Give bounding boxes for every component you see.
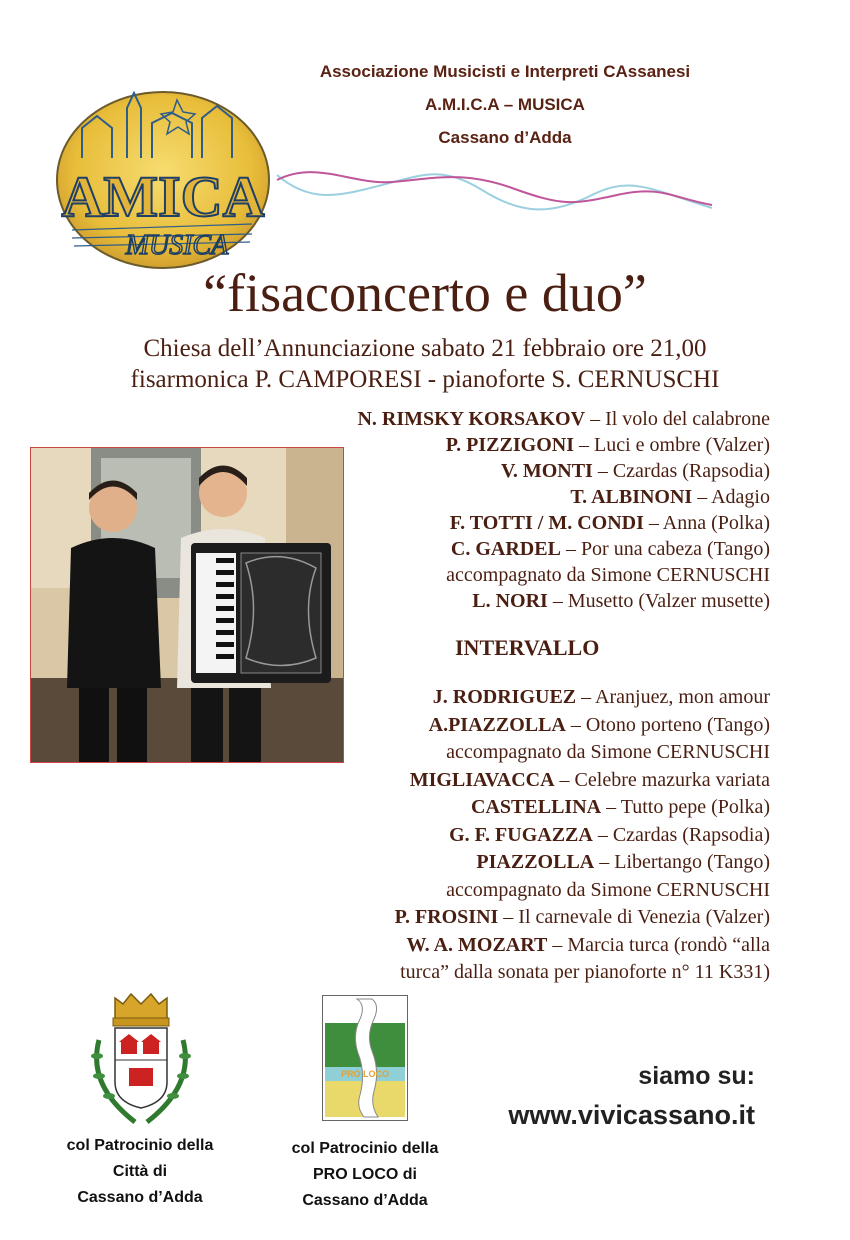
social-label: siamo su: — [638, 1062, 755, 1090]
program-part-2 — [395, 684, 770, 987]
proloco-patronage-line1: col Patrocinio della — [291, 1140, 439, 1157]
program-note: accompagnato da Simone CERNUSCHI — [446, 741, 770, 763]
pro-loco-logo-text: PRO LOCO — [340, 1069, 390, 1079]
composer-name: N. RIMSKY KORSAKOV — [357, 408, 586, 430]
program-line: L. NORI – Musetto (Valzer musette) — [472, 590, 770, 612]
program-note: turca” dalla sonata per pianoforte n° 11 K331) — [400, 961, 770, 983]
logo-word-musica: MUSICA — [125, 230, 229, 261]
piece-title: Por una cabeza (Tango) — [580, 538, 770, 560]
composer-name: P. FROSINI — [394, 906, 499, 928]
program-line: V. MONTI – Czardas (Rapsodia) — [500, 460, 770, 482]
piece-title: Il carnevale di Venezia (Valzer) — [518, 906, 770, 928]
program-line: N. RIMSKY KORSAKOV – Il volo del calabrone — [357, 408, 770, 430]
program-note: accompagnato da Simone CERNUSCHI — [446, 878, 770, 901]
piece-title: Marcia turca (rondò “alla — [567, 933, 770, 956]
association-city: Cassano d’Adda — [438, 128, 572, 147]
program-line: C. GARDEL – Por una cabeza (Tango) — [450, 538, 770, 560]
composer-name: A.PIAZZOLLA — [428, 713, 566, 736]
program-part-1 — [357, 406, 770, 614]
composer-name: W. A. MOZART — [406, 933, 548, 956]
concert-title: “fisaconcerto e duo” — [203, 263, 647, 323]
piece-title: Anna (Polka) — [662, 512, 770, 534]
piece-title: Libertango (Tango) — [614, 851, 770, 873]
composer-name: G. F. FUGAZZA — [449, 823, 593, 846]
piece-title: Czardas (Rapsodia) — [612, 460, 770, 482]
program-note: accompagnato da Simone CERNUSCHI — [446, 564, 770, 586]
program-line: P. FROSINI – Il carnevale di Venezia (Valzer) — [394, 906, 770, 928]
program-line: F. TOTTI / M. CONDI – Anna (Polka) — [449, 512, 770, 534]
concert-performers: fisarmonica P. CAMPORESI - pianoforte S. CERNUSCHI — [130, 366, 720, 393]
concert-venue-date: Chiesa dell’Annunciazione sabato 21 febbraio ore 21,00 — [143, 335, 707, 362]
piece-title: Il volo del calabrone — [605, 408, 770, 430]
logo-word-amica: AMICA — [61, 164, 265, 229]
piece-title: Luci e ombre (Valzer) — [593, 434, 770, 456]
city-patronage-line1: col Patrocinio della — [66, 1137, 214, 1154]
intermission-heading: INTERVALLO — [455, 635, 600, 660]
city-coat-of-arms — [85, 990, 197, 1130]
program-line: W. A. MOZART – Marcia turca (rondò “alla — [406, 933, 770, 956]
piece-title: Aranjuez, mon amour — [595, 686, 770, 708]
amica-musica-logo — [52, 88, 274, 272]
website-link[interactable]: www.vivicassano.it — [508, 1100, 755, 1130]
performers-photo — [30, 447, 344, 763]
composer-name: T. ALBINONI — [570, 486, 693, 508]
piece-title: Musetto (Valzer musette) — [567, 590, 770, 612]
piece-title: Tutto pepe (Polka) — [620, 796, 770, 818]
association-name: Associazione Musicisti e Interpreti CAssanesi — [319, 62, 691, 81]
composer-name: MIGLIAVACCA — [409, 768, 555, 791]
composer-name: L. NORI — [472, 590, 548, 612]
association-acronym: A.M.I.C.A – MUSICA — [425, 95, 585, 114]
pro-loco-logo — [322, 995, 408, 1121]
piece-title: Otono porteno (Tango) — [585, 713, 770, 736]
city-patronage-line2: Città di — [112, 1163, 168, 1180]
program-line: A.PIAZZOLLA – Otono porteno (Tango) — [428, 713, 770, 736]
program-line: P. PIZZIGONI – Luci e ombre (Valzer) — [445, 434, 770, 456]
city-patronage — [50, 1133, 230, 1211]
proloco-patronage — [275, 1136, 455, 1214]
decorative-waves — [272, 150, 717, 230]
composer-name: F. TOTTI / M. CONDI — [449, 512, 644, 534]
program-line: MIGLIAVACCA – Celebre mazurka variata — [409, 768, 770, 791]
city-patronage-line3: Cassano d’Adda — [77, 1189, 203, 1206]
proloco-patronage-line3: Cassano d’Adda — [302, 1192, 428, 1209]
program-line: T. ALBINONI – Adagio — [570, 486, 770, 508]
composer-name: V. MONTI — [500, 460, 593, 482]
program-line: J. RODRIGUEZ – Aranjuez, mon amour — [432, 686, 770, 708]
composer-name: PIAZZOLLA — [476, 851, 595, 873]
program-line: CASTELLINA – Tutto pepe (Polka) — [471, 796, 770, 818]
proloco-patronage-line2: PRO LOCO di — [313, 1166, 417, 1183]
composer-name: J. RODRIGUEZ — [432, 686, 577, 708]
composer-name: C. GARDEL — [450, 538, 561, 560]
piece-title: Adagio — [711, 486, 770, 508]
program-line: PIAZZOLLA – Libertango (Tango) — [476, 851, 770, 873]
piece-title: Czardas (Rapsodia) — [612, 823, 770, 846]
composer-name: P. PIZZIGONI — [445, 434, 574, 456]
program-line: G. F. FUGAZZA – Czardas (Rapsodia) — [449, 823, 770, 846]
composer-name: CASTELLINA — [471, 796, 602, 818]
piece-title: Celebre mazurka variata — [574, 768, 770, 791]
